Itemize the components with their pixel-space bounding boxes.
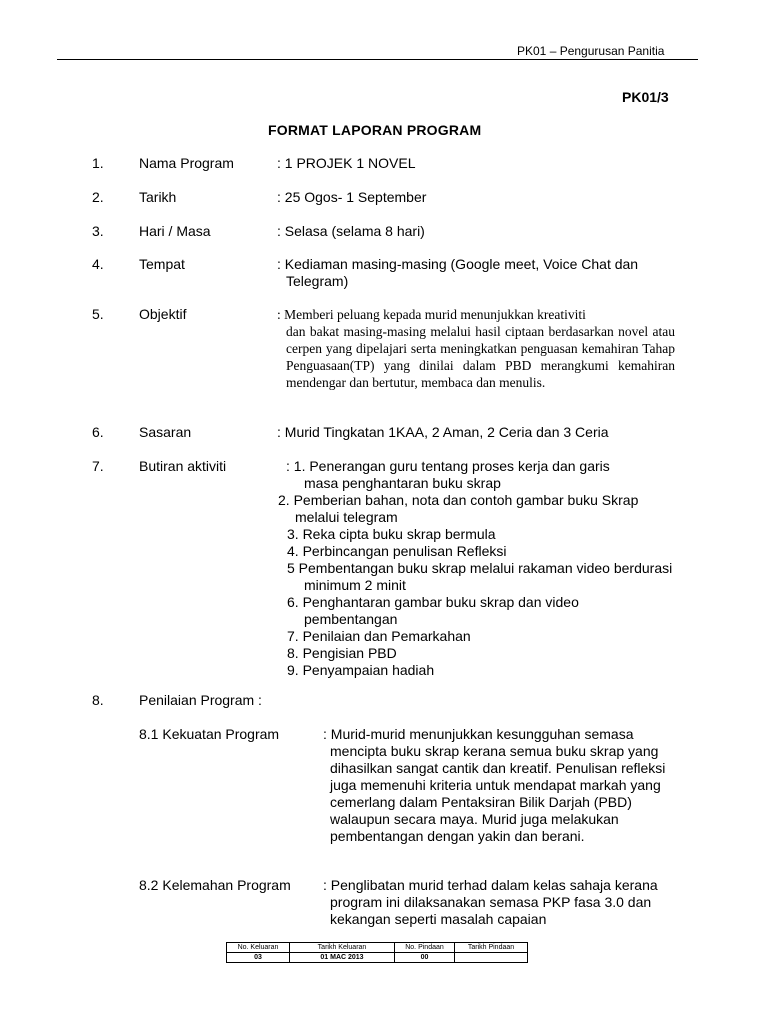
item-value-objektif xyxy=(277,306,675,391)
activity-item: : 1. Penerangan guru tentang proses kerja dan garis masa penghantaran buku skrap xyxy=(286,458,610,491)
activity-item: 4. Perbincangan penulisan Refleksi xyxy=(287,543,507,559)
item-number: 7. xyxy=(92,458,104,474)
kelemahan-text: : Penglibatan murid terhad dalam kelas sahaja kerana program ini dilaksanakan semasa PKP fasa 3.0 dan kekangan seperti masalah capaian xyxy=(323,877,658,927)
val-tarikh-keluaran: 01 MAC 2013 xyxy=(290,953,395,963)
activity-item: 9. Penyampaian hadiah xyxy=(287,662,435,678)
activity-item: 8. Pengisian PBD xyxy=(287,645,397,661)
item-number: 4. xyxy=(92,256,104,272)
col-tarikh-pindaan: Tarikh Pindaan xyxy=(455,943,528,953)
val-tarikh-pindaan xyxy=(455,953,528,963)
item-number: 1. xyxy=(92,155,104,171)
item-number: 2. xyxy=(92,189,104,205)
activity-item: 2. Pemberian bahan, nota dan contoh gambar buku Skrap melalui telegram xyxy=(278,492,639,525)
item-number: 8. xyxy=(92,692,104,708)
col-tarikh-keluaran: Tarikh Keluaran xyxy=(290,943,395,953)
activity-item: 7. Penilaian dan Pemarkahan xyxy=(287,628,471,644)
val-no-keluaran: 03 xyxy=(227,953,290,963)
running-header: PK01 – Pengurusan Panitia xyxy=(517,44,665,58)
sub-item-value-kelemahan xyxy=(323,877,658,928)
item-label-butiran-aktiviti: Butiran aktiviti xyxy=(139,458,227,474)
item-number: 6. xyxy=(92,424,104,440)
item-number: 3. xyxy=(92,223,104,239)
item-label-tarikh: Tarikh xyxy=(139,189,177,205)
item-label-sasaran: Sasaran xyxy=(139,424,192,440)
objektif-rest: dan bakat masing-masing melalui hasil ciptaan berdasarkan novel atau cerpen yang dipelajari serta meningkatkan penguasan kemahiran Tahap Penguasaan(TP) yang dinilai dalam PBD merangkumi kemahiran mendengar dan bertutur, membaca dan menulis. xyxy=(286,324,675,390)
objektif-first-line: : Memberi peluang kepada murid menunjukkan kreativiti xyxy=(277,307,586,322)
item-label-nama-program: Nama Program xyxy=(139,155,234,171)
document-control-table xyxy=(226,942,528,963)
item-number: 5. xyxy=(92,306,104,322)
item-label-hari-masa: Hari / Masa xyxy=(139,223,211,239)
item-value-tempat: : Kediaman masing-masing (Google meet, Voice Chat dan Telegram) xyxy=(277,256,639,289)
item-label-objektif: Objektif xyxy=(139,306,187,322)
activity-item: 6. Penghantaran gambar buku skrap dan video pembentangan xyxy=(287,594,579,627)
col-no-keluaran: No. Keluaran xyxy=(227,943,290,953)
sub-item-label-kelemahan: 8.2 Kelemahan Program xyxy=(139,877,291,893)
item-label-penilaian-program: Penilaian Program : xyxy=(139,692,262,708)
item-value-hari-masa: : Selasa (selama 8 hari) xyxy=(277,223,425,239)
sub-item-value-kekuatan xyxy=(323,726,673,845)
sub-item-label-kekuatan: 8.1 Kekuatan Program xyxy=(139,726,280,742)
document-title: FORMAT LAPORAN PROGRAM xyxy=(268,122,482,138)
item-label-tempat: Tempat xyxy=(139,256,185,272)
header-rule xyxy=(57,59,698,60)
item-value-sasaran: : Murid Tingkatan 1KAA, 2 Aman, 2 Ceria dan 3 Ceria xyxy=(277,424,609,440)
item-value-nama-program: : 1 PROJEK 1 NOVEL xyxy=(277,155,416,171)
val-no-pindaan: 00 xyxy=(395,953,455,963)
activity-list xyxy=(277,458,677,679)
col-no-pindaan: No. Pindaan xyxy=(395,943,455,953)
document-code: PK01/3 xyxy=(622,89,669,105)
activity-item: 3. Reka cipta buku skrap bermula xyxy=(287,526,496,542)
item-value-tarikh: : 25 Ogos- 1 September xyxy=(277,189,427,205)
kekuatan-text: : Murid-murid menunjukkan kesungguhan semasa mencipta buku skrap kerana semua buku skrap yang dihasilkan sangat cantik dan kreatif. Penulisan refleksi juga memenuhi kriteria untuk mendapat markah yang cemerlang dalam Pentaksiran Bilik Darjah (PBD) walaupun secara maya. Murid juga melakukan pembentangan dengan yakin dan berani. xyxy=(323,726,666,844)
activity-item: 5 Pembentangan buku skrap melalui rakaman video berdurasi minimum 2 minit xyxy=(287,560,673,593)
